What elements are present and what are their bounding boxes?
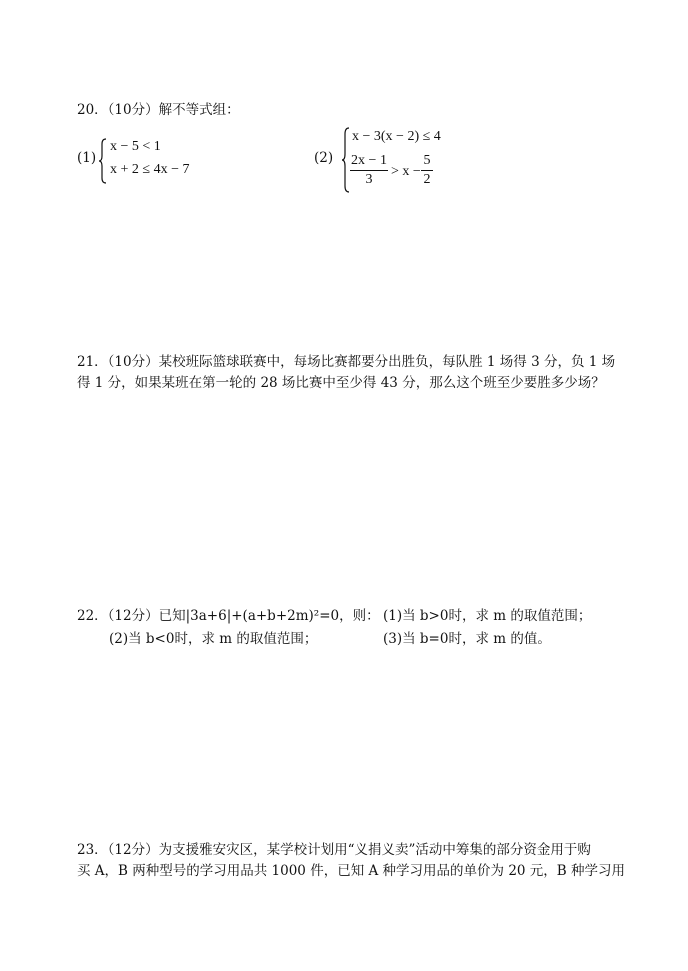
q20-part1-ineq1: x − 5 < 1 [110, 139, 161, 154]
q21-line-2: 得 1 分，如果某班在第一轮的 28 场比赛中至少得 43 分，那么这个班至少要胜多少场？ [77, 375, 605, 391]
q22-sub-2: (2)当 b<0时，求 m 的取值范围； [109, 631, 318, 647]
q20-part2-fraction-right [421, 153, 433, 188]
q20-part2-ineq1: x − 3(x − 2) ≤ 4 [352, 129, 441, 144]
fraction-denominator: 3 [365, 172, 373, 187]
fraction-numerator: 5 [423, 153, 431, 168]
q21-line-1: 21．（10分）某校班际篮球联赛中，每场比赛都要分出胜负，每队胜 1 场得 3 分，负 1 场 [77, 354, 616, 370]
fraction-bar [350, 170, 388, 171]
q20-part2-fraction-left [350, 153, 388, 188]
q20-part2-label: (2) [314, 150, 334, 166]
q20-part1-ineq2: x + 2 ≤ 4x − 7 [110, 162, 190, 177]
fraction-bar [421, 170, 433, 171]
q22-sub-3: (3)当 b=0时，求 m 的值。 [383, 631, 551, 647]
q23-line-1: 23．（12分）为支援雅安灾区，某学校计划用“义捐义卖”活动中筹集的部分资金用于购 [77, 842, 591, 858]
q22-sub-1: (1)当 b>0时，求 m 的取值范围； [383, 608, 592, 624]
q20-part1-label: (1) [77, 150, 97, 166]
fraction-denominator: 2 [423, 172, 431, 187]
fraction-numerator: 2x − 1 [351, 153, 387, 168]
q20-part2-relation: > x − [391, 164, 421, 179]
q20-heading: 20．（10分）解不等式组： [77, 102, 240, 118]
q23-line-2: 买 A，B 两种型号的学习用品共 1000 件，已知 A 种学习用品的单价为 20 元，B 种学习用 [77, 863, 625, 879]
left-brace-icon [98, 138, 108, 184]
q22-heading: 22．（12分）已知|3a+6|+(a+b+2m)²=0，则： [77, 608, 380, 624]
